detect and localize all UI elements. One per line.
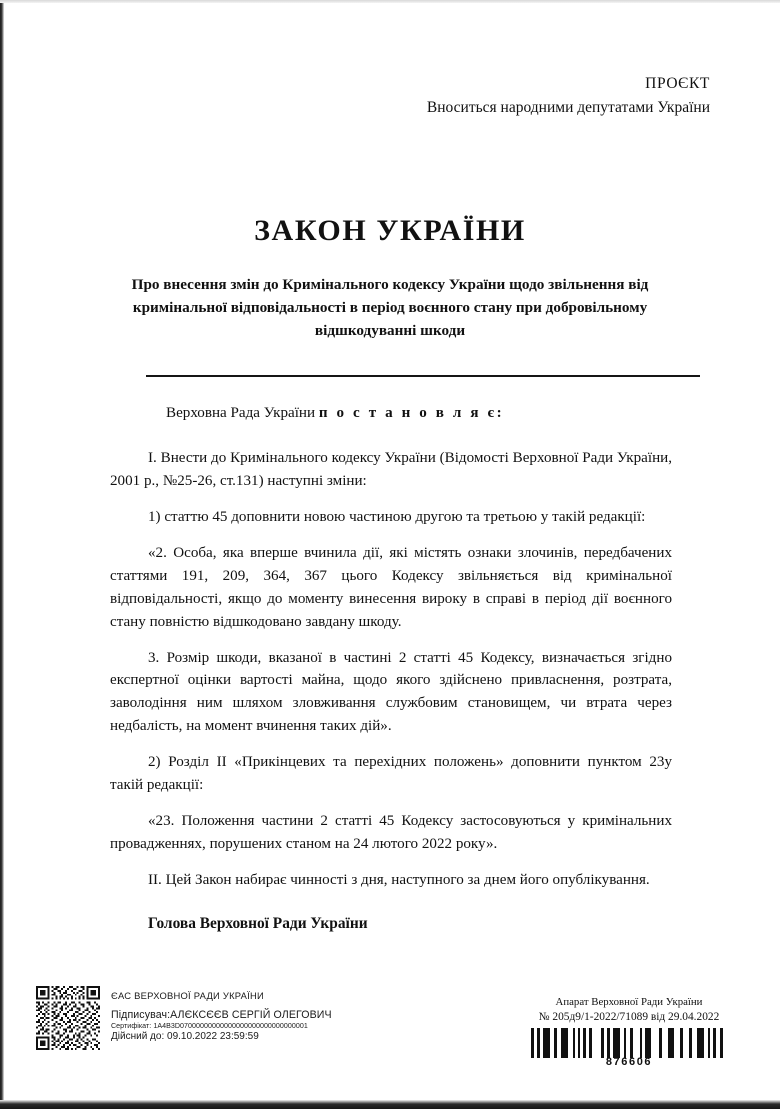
paragraph-item-2: 2) Розділ II «Прикінцевих та перехідних положень» доповнити пунктом 23у такій редакції: <box>110 754 672 794</box>
paragraph-section-1: I. Внести до Кримінального кодексу України (Відомості Верховної Ради України, 2001 р., №25-26, ст.131) наступні зміни: <box>110 449 672 489</box>
title-block <box>90 214 690 342</box>
electronic-signature-stamp <box>36 986 456 1050</box>
registration-number-label: № 205д9/1-2022/71089 від 29.04.2022 <box>538 1011 720 1024</box>
qr-code-icon <box>36 986 100 1050</box>
document-header <box>70 72 710 120</box>
barcode-number-label: 876606 <box>605 1056 653 1069</box>
submitted-by-label: Вноситься народними депутатами України <box>426 99 710 117</box>
registration-organization-label: Апарат Верховної Ради України <box>555 996 703 1008</box>
title-divider <box>146 375 700 377</box>
page-subtitle: Про внесення змін до Кримінального кодексу України щодо звільнення від кримінальної відповідальності в період воєнного стану при добровільному відшкодуванні шкоди <box>131 275 649 339</box>
scan-edge-bottom <box>0 1100 780 1109</box>
paragraph-quote-point23: «23. Положення частини 2 статті 45 Кодексу застосовуються у кримінальних провадженнях, порушених станом на 24 лютого 2022 року». <box>110 813 672 853</box>
paragraph-quote-part3: 3. Розмір шкоди, вказаної в частині 2 статті 45 Кодексу, визначається згідно експертної оцінки вартості майна, щодо якого здійснено привласнення, розтрата, заволодіння ним шляхом зловживання службовим становищем, чи втрата через недбалість, на момент вчинення таких дій». <box>110 649 672 735</box>
esignature-details <box>111 986 332 1042</box>
paragraph-section-2: II. Цей Закон набирає чинності з дня, наступного за днем його опублікування. <box>148 872 650 888</box>
esignature-validity-label: Дійсний до: 09.10.2022 23:59:59 <box>111 1031 259 1042</box>
esignature-certificate-label: Сертифікат: 1A4B3D07000000000000000000000000000001 <box>111 1022 308 1030</box>
registration-stamp <box>504 996 754 1068</box>
enacting-prefix: Верховна Рада України <box>166 405 316 421</box>
page-title: ЗАКОН УКРАЇНИ <box>254 214 526 247</box>
scan-edge-left <box>0 0 4 1109</box>
esignature-system-label: ЄАС ВЕРХОВНОЇ РАДИ УКРАЇНИ <box>111 990 265 1001</box>
enacting-verb: п о с т а н о в л я є: <box>318 405 505 421</box>
draft-label: ПРОЄКТ <box>645 75 710 92</box>
esignature-signer-label: Підписувач:АЛЄКСЄЄВ СЕРГІЙ ОЛЕГОВИЧ <box>111 1009 332 1021</box>
paragraph-quote-part2: «2. Особа, яка вперше вчинила дії, які містять ознаки злочинів, передбачених статтями 191, 209, 364, 367 цього Кодексу звільняється від кримінальної відповідальності, якщо до моменту винесення вироку в справі в період дії воєнного стану повністю відшкодовано завдану шкоду. <box>110 544 672 630</box>
scan-edge-top <box>0 0 780 3</box>
paragraph-item-1: 1) статтю 45 доповнити новою частиною другою та третьою у такій редакції: <box>148 508 646 525</box>
barcode-icon <box>529 1028 729 1058</box>
enacting-clause <box>110 402 672 425</box>
document-body <box>110 402 672 935</box>
signatory-label: Голова Верховної Ради України <box>148 914 368 932</box>
